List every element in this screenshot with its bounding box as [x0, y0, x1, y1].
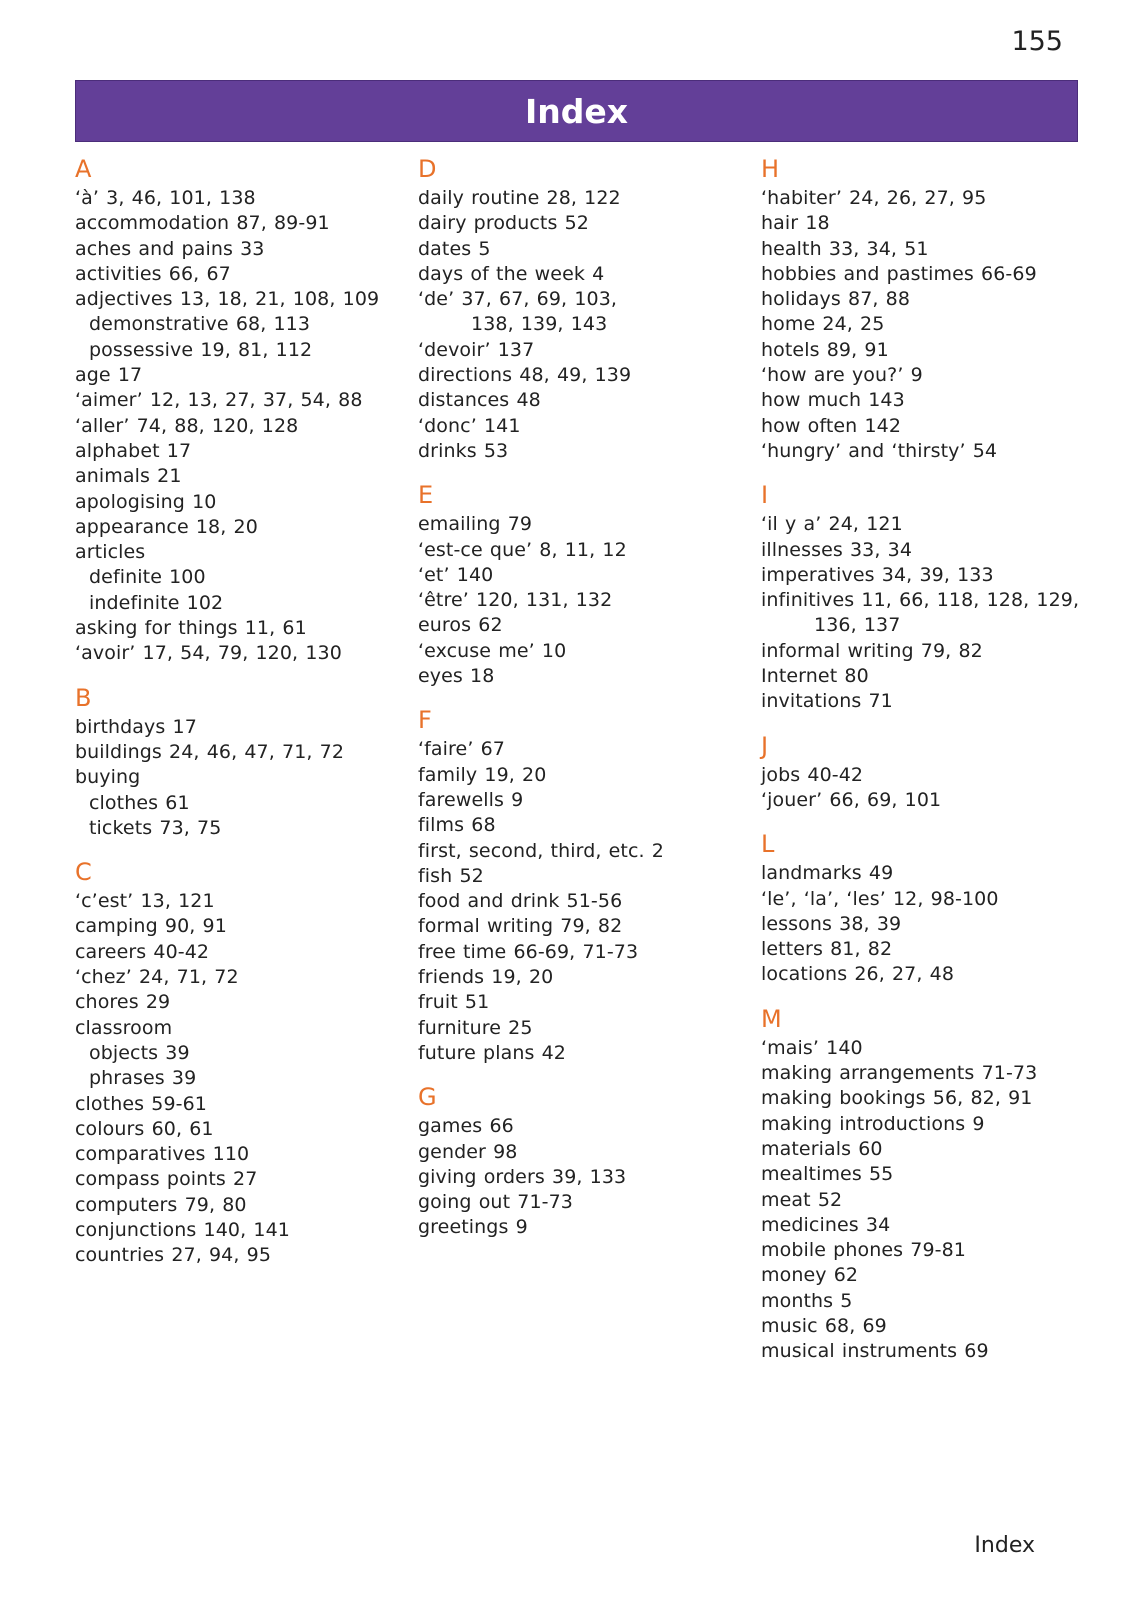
index-entry: food and drink 51-56: [418, 890, 623, 913]
index-entry: films 68: [418, 814, 496, 837]
index-entry: ‘jouer’ 66, 69, 101: [761, 788, 942, 811]
index-subentry: demonstrative 68, 113: [89, 313, 311, 336]
index-entry: fish 52: [418, 864, 484, 887]
section-letter: L: [761, 830, 775, 859]
index-entry: infinitives 11, 66, 118, 128, 129,: [761, 589, 1080, 612]
index-entry: ‘est-ce que’ 8, 11, 12: [418, 538, 627, 561]
index-entry: farewells 9: [418, 788, 524, 811]
index-entry: informal writing 79, 82: [761, 639, 983, 662]
index-entry: ‘aller’ 74, 88, 120, 128: [75, 414, 299, 437]
section-letter: F: [418, 706, 432, 735]
index-entry: chores 29: [75, 991, 171, 1014]
index-entry: mobile phones 79-81: [761, 1239, 966, 1262]
index-entry: lessons 38, 39: [761, 912, 902, 935]
index-entry: holidays 87, 88: [761, 288, 911, 311]
index-entry: illnesses 33, 34: [761, 538, 913, 561]
index-entry: birthdays 17: [75, 715, 197, 738]
section-letter: M: [761, 1004, 782, 1033]
index-entry: accommodation 87, 89-91: [75, 212, 330, 235]
index-column-3: [761, 152, 1093, 1379]
index-section: [761, 152, 1093, 464]
index-entry: dates 5: [418, 237, 491, 260]
index-entry: animals 21: [75, 465, 182, 488]
section-letter: H: [761, 155, 780, 183]
index-entry: ‘et’ 140: [418, 563, 494, 586]
index-subentry: indefinite 102: [89, 591, 224, 614]
index-entry: ‘c’est’ 13, 121: [75, 890, 215, 913]
index-entry: jobs 40-42: [761, 763, 864, 786]
index-entry: landmarks 49: [761, 862, 894, 885]
index-entry: 136, 137: [814, 614, 901, 637]
index-entry: ‘how are you?’ 9: [761, 364, 923, 387]
index-entry: locations 26, 27, 48: [761, 963, 955, 986]
index-entry: formal writing 79, 82: [418, 915, 623, 938]
section-letter: D: [418, 155, 437, 183]
index-entry: family 19, 20: [418, 763, 547, 786]
index-entry: ‘il y a’ 24, 121: [761, 513, 903, 536]
index-entry: camping 90, 91: [75, 915, 227, 938]
index-section: [75, 855, 407, 1268]
index-entry: ‘de’ 37, 67, 69, 103,: [418, 288, 618, 311]
section-letter: B: [75, 683, 92, 712]
index-subentry: objects 39: [89, 1041, 190, 1064]
index-section: [761, 1002, 1093, 1365]
index-entry: hotels 89, 91: [761, 338, 889, 361]
index-entry: buildings 24, 46, 47, 71, 72: [75, 740, 345, 763]
section-letter: I: [761, 481, 769, 510]
index-entry: Internet 80: [761, 665, 869, 688]
index-entry: months 5: [761, 1289, 853, 1312]
index-entry: making introductions 9: [761, 1112, 985, 1135]
index-entry: making arrangements 71-73: [761, 1062, 1038, 1085]
index-entry: asking for things 11, 61: [75, 617, 307, 640]
index-entry: ‘avoir’ 17, 54, 79, 120, 130: [75, 642, 342, 665]
index-entry: money 62: [761, 1264, 859, 1287]
index-entry: mealtimes 55: [761, 1163, 894, 1186]
index-entry: giving orders 39, 133: [418, 1165, 627, 1188]
index-entry: greetings 9: [418, 1216, 528, 1239]
index-entry: medicines 34: [761, 1213, 891, 1236]
index-entry: ‘donc’ 141: [418, 414, 521, 437]
index-entry: aches and pains 33: [75, 237, 265, 260]
index-entry: dairy products 52: [418, 212, 589, 235]
index-entry: articles: [75, 541, 146, 564]
index-entry: ‘aimer’ 12, 13, 27, 37, 54, 88: [75, 389, 363, 412]
index-entry: how much 143: [761, 389, 905, 412]
index-entry: ‘devoir’ 137: [418, 338, 535, 361]
index-entry: hobbies and pastimes 66-69: [761, 262, 1037, 285]
index-subentry: tickets 73, 75: [89, 816, 222, 839]
index-entry: distances 48: [418, 389, 541, 412]
index-entry: age 17: [75, 364, 143, 387]
index-entry: friends 19, 20: [418, 966, 554, 989]
index-section: [761, 827, 1093, 987]
index-entry: buying: [75, 766, 141, 789]
index-section: [75, 152, 407, 667]
section-letter: G: [418, 1083, 437, 1112]
index-entry: furniture 25: [418, 1016, 533, 1039]
index-subentry: possessive 19, 81, 112: [89, 338, 313, 361]
index-entry: ‘faire’ 67: [418, 738, 505, 761]
index-section: [418, 703, 750, 1066]
index-entry: home 24, 25: [761, 313, 885, 336]
index-entry: emailing 79: [418, 513, 533, 536]
index-section: [75, 681, 407, 841]
index-entry: directions 48, 49, 139: [418, 364, 632, 387]
index-entry: activities 66, 67: [75, 262, 231, 285]
index-entry: alphabet 17: [75, 439, 192, 462]
index-subentry: clothes 61: [89, 791, 190, 814]
index-entry: how often 142: [761, 414, 902, 437]
index-entry: going out 71-73: [418, 1191, 573, 1214]
index-entry: ‘le’, ‘la’, ‘les’ 12, 98-100: [761, 887, 999, 910]
index-entry: musical instruments 69: [761, 1340, 989, 1363]
index-entry: ‘mais’ 140: [761, 1036, 863, 1059]
index-entry: adjectives 13, 18, 21, 108, 109: [75, 288, 380, 311]
index-entry: classroom: [75, 1016, 173, 1039]
index-entry: fruit 51: [418, 991, 490, 1014]
index-entry: ‘habiter’ 24, 26, 27, 95: [761, 187, 987, 209]
page-number: 155: [1011, 26, 1063, 57]
index-entry: countries 27, 94, 95: [75, 1244, 272, 1267]
index-entry: compass points 27: [75, 1168, 258, 1191]
index-entry: ‘excuse me’ 10: [418, 639, 567, 662]
index-entry: invitations 71: [761, 690, 893, 713]
index-entry: meat 52: [761, 1188, 843, 1211]
footer-label: Index: [974, 1533, 1035, 1558]
index-section: [418, 152, 750, 464]
index-entry: days of the week 4: [418, 262, 605, 285]
section-letter: C: [75, 858, 92, 887]
index-column-1: [75, 152, 407, 1283]
index-section: [418, 478, 750, 689]
index-columns: [75, 152, 1085, 1442]
index-entry: ‘à’ 3, 46, 101, 138: [75, 187, 256, 209]
index-entry: music 68, 69: [761, 1314, 887, 1337]
index-entry: computers 79, 80: [75, 1193, 247, 1216]
index-entry: colours 60, 61: [75, 1117, 214, 1140]
index-entry: clothes 59-61: [75, 1092, 207, 1115]
index-column-2: [418, 152, 750, 1255]
index-entry: euros 62: [418, 614, 503, 637]
index-entry: drinks 53: [418, 439, 509, 462]
index-entry: ‘chez’ 24, 71, 72: [75, 966, 239, 989]
index-entry: conjunctions 140, 141: [75, 1218, 290, 1241]
index-entry: letters 81, 82: [761, 938, 893, 961]
index-entry: materials 60: [761, 1137, 883, 1160]
index-entry: ‘hungry’ and ‘thirsty’ 54: [761, 439, 998, 462]
index-entry: imperatives 34, 39, 133: [761, 563, 994, 586]
index-entry: daily routine 28, 122: [418, 187, 621, 209]
index-entry: ‘être’ 120, 131, 132: [418, 589, 613, 612]
section-letter: A: [75, 155, 92, 183]
index-entry: future plans 42: [418, 1041, 566, 1064]
index-section: [761, 478, 1093, 714]
index-entry: free time 66-69, 71-73: [418, 940, 639, 963]
index-entry: careers 40-42: [75, 940, 210, 963]
index-section: [418, 1080, 750, 1240]
section-letter: E: [418, 481, 434, 510]
index-entry: hair 18: [761, 212, 830, 235]
index-entry: health 33, 34, 51: [761, 237, 929, 260]
index-entry: comparatives 110: [75, 1143, 250, 1166]
page-title: Index: [524, 91, 629, 131]
index-entry: gender 98: [418, 1140, 518, 1163]
index-entry: making bookings 56, 82, 91: [761, 1087, 1033, 1110]
index-entry: eyes 18: [418, 665, 495, 688]
index-entry: games 66: [418, 1115, 514, 1138]
index-subentry: phrases 39: [89, 1067, 197, 1090]
section-letter: J: [761, 731, 769, 760]
index-entry: apologising 10: [75, 490, 217, 513]
index-section: [761, 729, 1093, 814]
index-entry: appearance 18, 20: [75, 515, 258, 538]
index-subentry: definite 100: [89, 566, 206, 589]
title-banner: [75, 80, 1078, 142]
index-entry: first, second, third, etc. 2: [418, 839, 664, 862]
index-entry: 138, 139, 143: [471, 313, 608, 336]
